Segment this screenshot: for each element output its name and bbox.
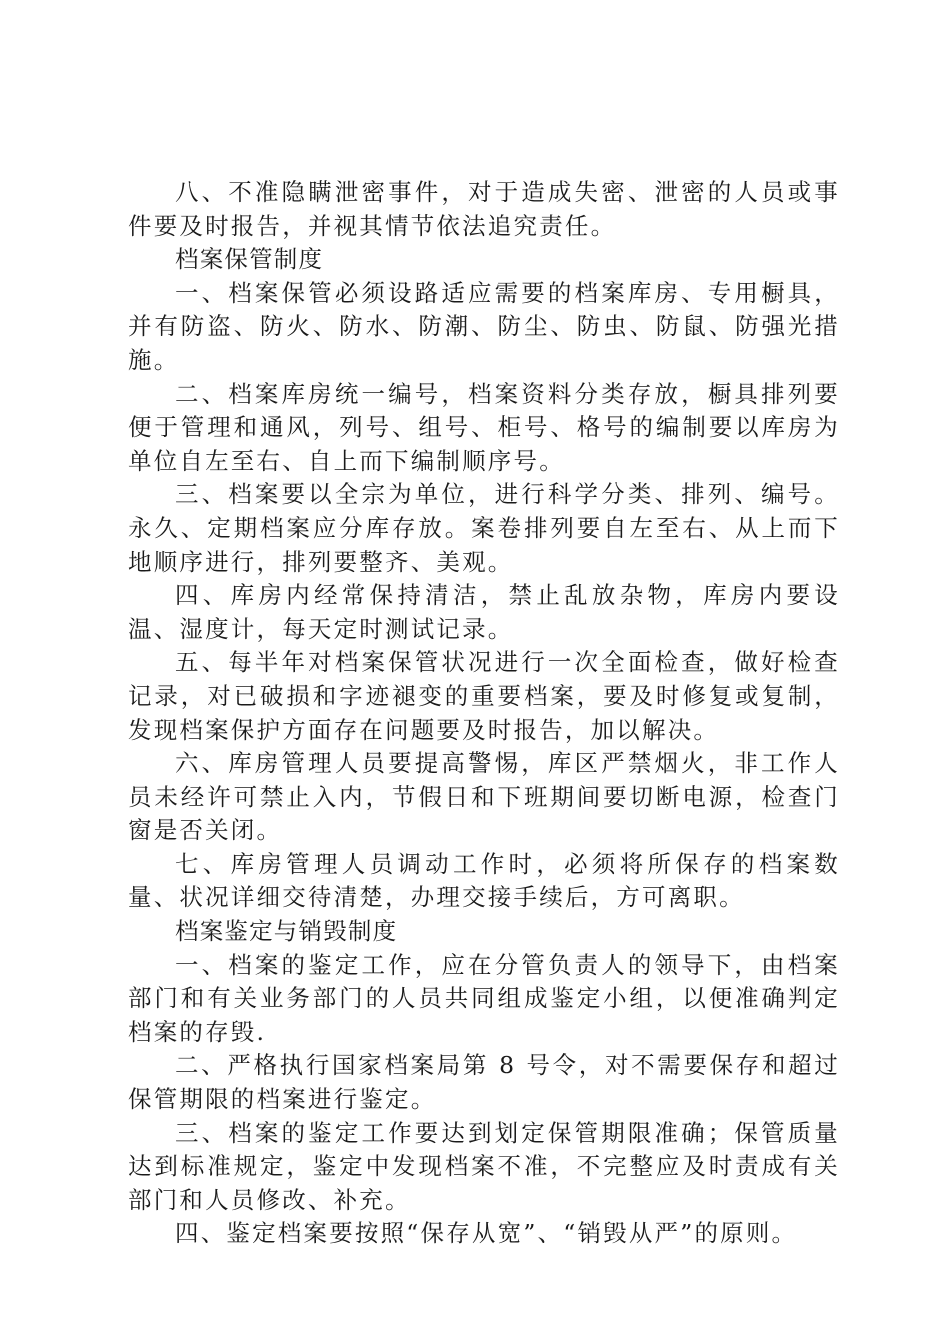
paragraph-storage-rule-4: 四、库房内经常保持清洁，禁止乱放杂物，库房内要设温、湿度计，每天定时测试记录。 (128, 581, 840, 643)
paragraph-storage-rule-1: 一、档案保管必须设路适应需要的档案库房、专用橱具，并有防盗、防火、防水、防潮、防尘、防虫、防鼠、防强光措施。 (128, 278, 840, 374)
paragraph-storage-rule-3: 三、档案要以全宗为单位，进行科学分类、排列、编号。永久、定期档案应分库存放。案卷排列要自左至右、从上而下地顺序进行，排列要整齐、美观。 (128, 480, 840, 576)
paragraph-appraisal-rule-4: 四、鉴定档案要按照“保存从宽”、“销毁从严”的原则。 (175, 1219, 798, 1248)
section-heading-appraisal-destruction: 档案鉴定与销毁制度 (175, 917, 398, 946)
paragraph-appraisal-rule-2: 二、严格执行国家档案局第 8 号令，对不需要保存和超过保管期限的档案进行鉴定。 (128, 1051, 840, 1114)
paragraph-storage-rule-7: 七、库房管理人员调动工作时，必须将所保存的档案数量、状况详细交待清楚，办理交接手续后，方可离职。 (128, 849, 840, 912)
paragraph-appraisal-rule-3: 三、档案的鉴定工作要达到划定保管期限准确；保管质量达到标准规定，鉴定中发现档案不准，不完整应及时责成有关部门和人员修改、补充。 (128, 1118, 840, 1214)
paragraph-storage-rule-5: 五、每半年对档案保管状况进行一次全面检查，做好检查记录，对已破损和字迹褪变的重要档案，要及时修复或复制，发现档案保护方面存在问题要及时报告，加以解决。 (128, 648, 840, 744)
paragraph-appraisal-rule-1: 一、档案的鉴定工作，应在分管负责人的领导下，由档案部门和有关业务部门的人员共同组成鉴定小组，以便准确判定档案的存毁. (128, 950, 840, 1046)
paragraph-rule-8-confidentiality: 八、不准隐瞒泄密事件，对于造成失密、泄密的人员或事件要及时报告，并视其情节依法追究责任。 (128, 178, 840, 240)
paragraph-storage-rule-2: 二、档案库房统一编号，档案资料分类存放，橱具排列要便于管理和通风，列号、组号、柜号、格号的编制要以库房为单位自左至右、自上而下编制顺序号。 (128, 379, 840, 475)
paragraph-storage-rule-6: 六、库房管理人员要提高警惕，库区严禁烟火，非工作人员未经许可禁止入内，节假日和下班期间要切断电源，检查门窗是否关闭。 (128, 749, 840, 845)
section-heading-archive-storage: 档案保管制度 (175, 245, 324, 274)
document-body (128, 176, 840, 1251)
